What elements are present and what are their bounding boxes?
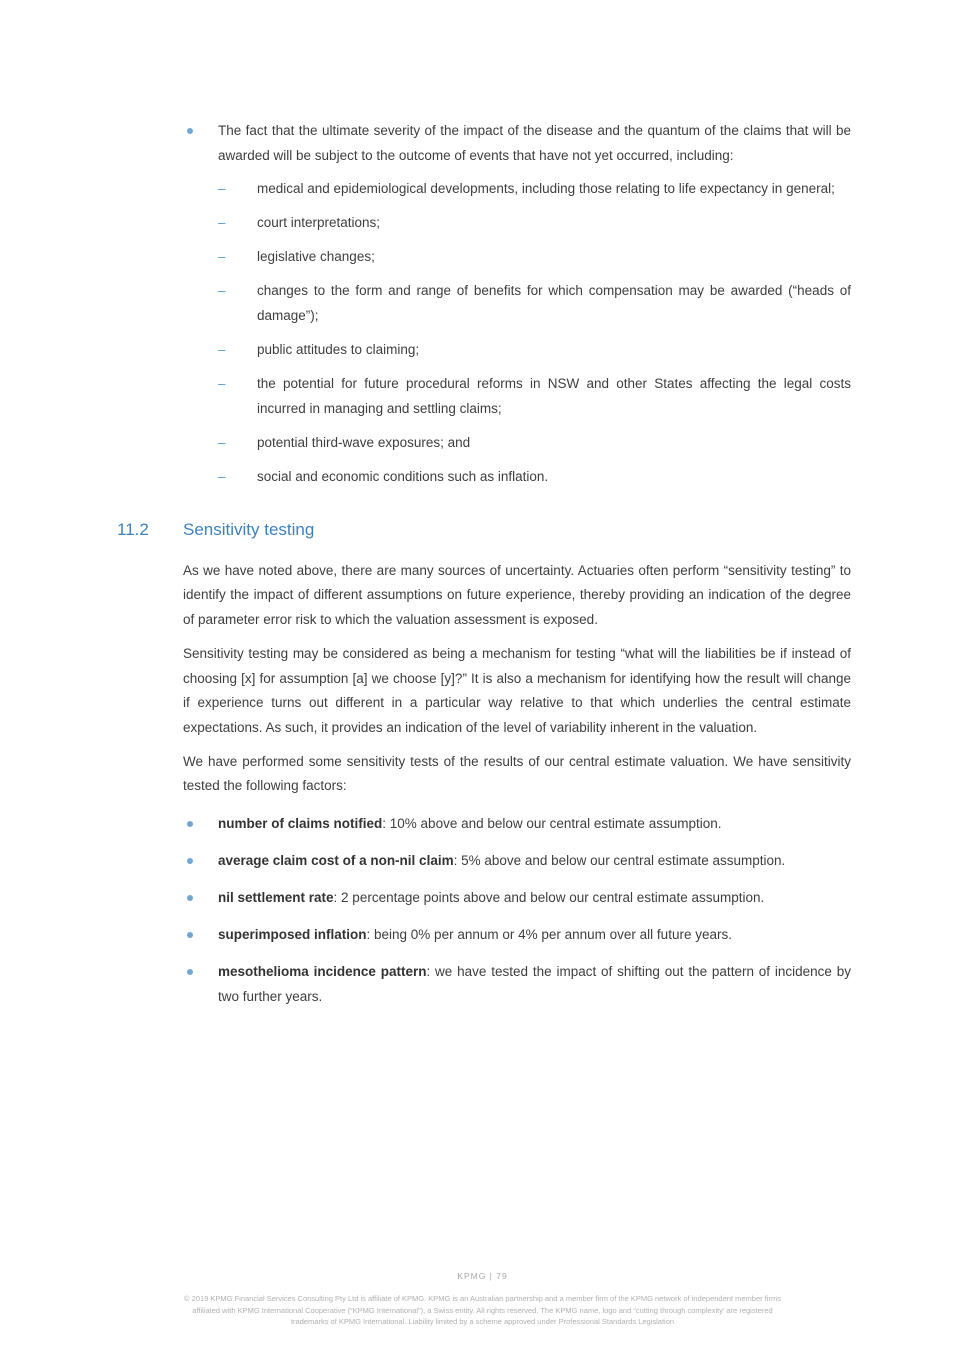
copyright-line: trademarks of KPMG International. Liability limited by a scheme approved under Professional Standards Legislation <box>290 1317 675 1326</box>
bullet-icon <box>187 858 193 864</box>
factor-term: mesothelioma incidence pattern <box>218 964 427 980</box>
section-heading <box>117 519 851 541</box>
copyright-line: affiliated with KPMG International Cooperative (“KPMG International”), a Swiss entity. All rights reserved. The KPMG name, logo and “cutting through complexity’ are registered <box>192 1305 773 1315</box>
section-number: 11.2 <box>117 519 149 539</box>
factor-desc: : 10% above and below our central estimate assumption. <box>382 815 722 831</box>
list-item <box>183 849 851 874</box>
bullet-text: the potential for future procedural reforms in NSW and other States affecting the legal costs incurred in managing and settling claims; <box>257 376 851 416</box>
bullet-text: changes to the form and range of benefits for which compensation may be awarded (“heads of damage”); <box>257 283 851 324</box>
dash-icon: – <box>218 376 226 392</box>
bullet-text <box>218 960 851 1009</box>
bullet-text: legislative changes; <box>257 249 375 265</box>
bullet-text: medical and epidemiological developments, including those relating to life expectancy in general; <box>257 181 835 197</box>
factor-term: nil settlement rate <box>218 890 334 906</box>
page-content <box>117 119 851 1022</box>
factor-bullet-list <box>183 812 851 1010</box>
list-item <box>183 886 851 911</box>
bullet-text <box>218 923 851 948</box>
paragraph: As we have noted above, there are many sources of uncertainty. Actuaries often perform “sensitivity testing” to identify the impact of different assumptions on future experience, thereby providing an indication of the degree of parameter error risk to which the valuation assessment is exposed. <box>183 562 851 627</box>
page-number: KPMG | 79 <box>457 1271 508 1281</box>
bullet-text <box>218 812 851 837</box>
bullet-icon <box>187 932 193 938</box>
dash-icon: – <box>218 181 226 197</box>
bullet-icon <box>187 969 193 975</box>
list-item <box>183 338 851 363</box>
paragraph: We have performed some sensitivity tests of the results of our central estimate valuation. We have sensitivity tested the following factors: <box>183 753 851 794</box>
bullet-icon <box>187 821 193 827</box>
copyright-line: © 2019 KPMG Financial Services Consulting Pty Ltd is affiliate of KPMG. KPMG is an Australian partnership and a member firm of the KPMG network of independent member firms <box>184 1294 781 1303</box>
section-title: Sensitivity testing <box>183 519 315 539</box>
bullet-text: social and economic conditions such as inflation. <box>257 469 549 485</box>
factor-desc: : we have tested the impact of shifting out the pattern of incidence by two further years. <box>218 964 851 1004</box>
list-item <box>183 211 851 236</box>
bullet-text: court interpretations; <box>257 215 381 231</box>
bullet-text: potential third-wave exposures; and <box>257 434 471 450</box>
list-item <box>183 245 851 270</box>
list-item <box>183 960 851 1009</box>
footer-copyright <box>0 1293 965 1328</box>
factor-desc: : being 0% per annum or 4% per annum over all future years. <box>366 927 732 943</box>
paragraph: Sensitivity testing may be considered as being a mechanism for testing “what will the liabilities be if instead of choosing [x] for assumption [a] we choose [y]?” It is also a mechanism for identifying how the result will change if experience turns out different in a particular way relative to that which underlies the central estimate expectations. As such, it provides an indication of the level of variability inherent in the valuation. <box>183 645 851 735</box>
bullet-text: public attitudes to claiming; <box>257 342 420 358</box>
sub-bullet-list <box>183 177 851 489</box>
factor-term: average claim cost of a non-nil claim <box>218 853 454 869</box>
list-item <box>183 431 851 456</box>
list-item <box>183 923 851 948</box>
factor-desc: : 2 percentage points above and below our central estimate assumption. <box>333 890 765 906</box>
factor-term: number of claims notified <box>218 815 383 831</box>
bullet-text <box>218 886 851 911</box>
list-item <box>183 279 851 328</box>
dash-icon: – <box>218 215 226 231</box>
bullet-icon <box>187 895 193 901</box>
list-item <box>183 372 851 421</box>
list-item <box>183 465 851 490</box>
dash-icon: – <box>218 434 226 450</box>
list-item <box>183 177 851 202</box>
bullet-text: The fact that the ultimate severity of the impact of the disease and the quantum of the claims that will be awarded will be subject to the outcome of events that have not yet occurred, including: <box>218 123 851 163</box>
dash-icon: – <box>218 469 226 485</box>
factor-desc: : 5% above and below our central estimate assumption. <box>453 853 786 869</box>
bullet-icon <box>187 128 193 134</box>
list-item <box>183 812 851 837</box>
factor-term: superimposed inflation <box>218 927 367 943</box>
dash-icon: – <box>218 249 226 265</box>
bullet-text <box>218 849 851 874</box>
dash-icon: – <box>218 283 226 299</box>
dash-icon: – <box>218 342 226 358</box>
list-item <box>183 119 851 168</box>
